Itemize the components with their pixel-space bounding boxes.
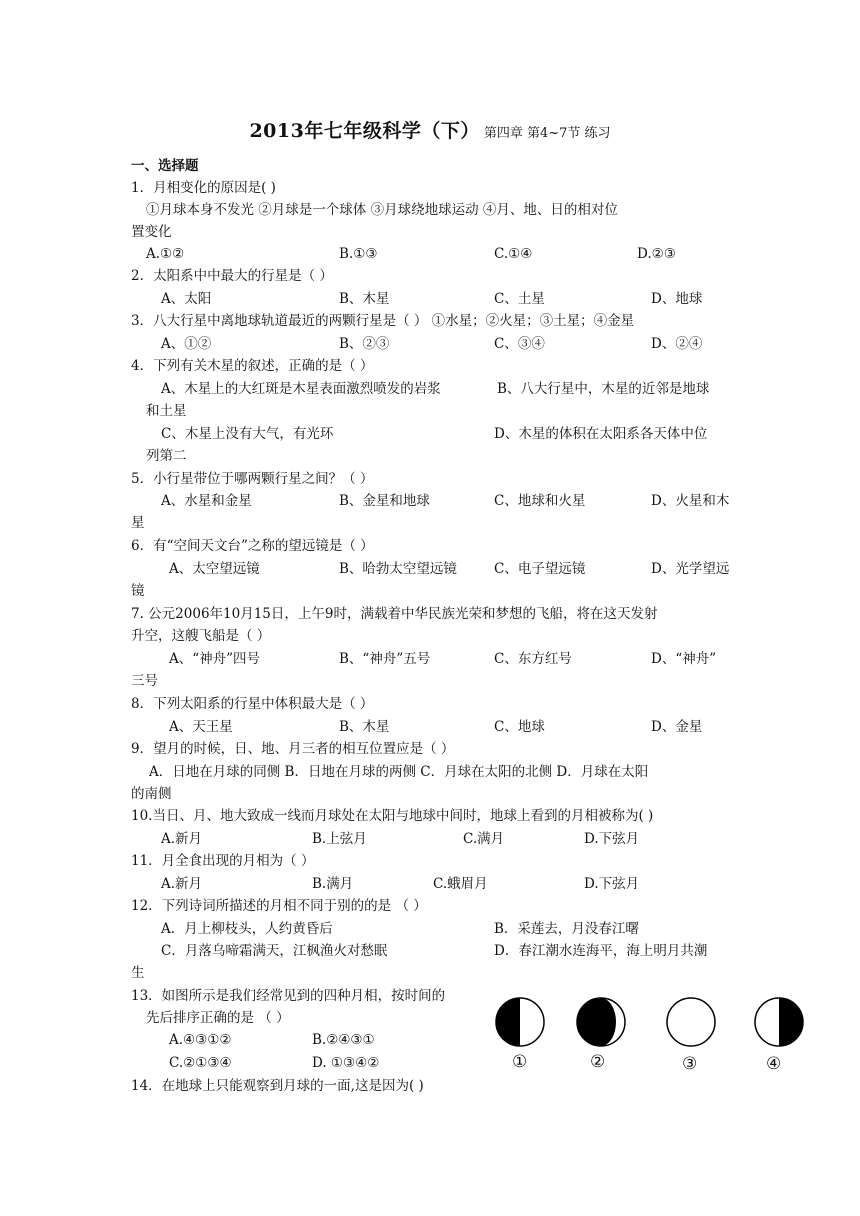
- q12-option-c: C．月落乌啼霜满天，江枫渔火对愁眠: [161, 943, 388, 959]
- q5-stem: 5．小行星带位于哪两颗行星之间？（ ）: [131, 471, 374, 487]
- q1-option-c: C.①④: [494, 246, 533, 262]
- q4-option-b: B、八大行星中，木星的近邻是地球: [497, 381, 710, 397]
- q1-option-a: A.①②: [146, 246, 185, 262]
- q7-option-c: C、东方红号: [494, 651, 572, 667]
- q13-option-c: C.②①③④: [169, 1055, 232, 1071]
- q13-option-d: D. ①③④②: [312, 1055, 380, 1071]
- q3-option-d: D、②④: [651, 336, 703, 352]
- q2-option-c: C、土星: [494, 291, 545, 307]
- title-sub: 第四章 第4~7节 练习: [483, 126, 611, 141]
- q6-option-d: D、光学望远: [651, 561, 730, 577]
- q8-option-b: B、木星: [339, 719, 390, 735]
- q5-option-c: C、地球和火星: [494, 493, 586, 509]
- moon-phase-figure: [494, 996, 814, 1076]
- q6-option-d-cont: 镜: [131, 583, 145, 599]
- q7-option-d-cont: 三号: [131, 673, 158, 689]
- moon-label-3: ③: [682, 1054, 698, 1074]
- q10-option-b: B.上弦月: [312, 831, 367, 847]
- moon-label-4: ④: [766, 1054, 782, 1074]
- q4-option-c: C、木星上没有大气，有光环: [161, 426, 334, 442]
- q6-stem: 6．有“空间天文台”之称的望远镜是（ ）: [131, 538, 374, 554]
- q13-stem-cont: 先后排序正确的是 （ ）: [146, 1010, 290, 1026]
- q3-option-a: A、①②: [161, 336, 212, 352]
- page-title: [0, 116, 860, 143]
- moon-phase-diagram: [494, 996, 814, 1052]
- q9-options-cont: 的南侧: [131, 786, 172, 802]
- q7-stem: 7. 公元2006年10月15日，上午9时，满载着中华民族光荣和梦想的飞船，将在这天发射: [131, 606, 658, 622]
- q4-option-b-cont: 和土星: [146, 403, 187, 419]
- q6-option-b: B、哈勃太空望远镜: [339, 561, 457, 577]
- q4-stem: 4．下列有关木星的叙述，正确的是（ ）: [131, 358, 374, 374]
- moon-phase-2: [577, 998, 625, 1046]
- q6-option-c: C、电子望远镜: [494, 561, 586, 577]
- q2-option-b: B、木星: [339, 291, 390, 307]
- q2-option-d: D、地球: [651, 291, 703, 307]
- q12-option-b: B．采莲去，月没春江曙: [494, 921, 639, 937]
- q5-option-a: A、水星和金星: [161, 493, 252, 509]
- q1-option-d: D.②③: [637, 246, 676, 262]
- moon-phase-1: [496, 998, 544, 1046]
- title-main: 2013年七年级科学（下）: [249, 120, 480, 142]
- moon-phase-4: [755, 998, 803, 1046]
- q8-option-d: D、金星: [651, 719, 703, 735]
- q11-stem: 11．月全食出现的月相为（ ）: [131, 853, 315, 869]
- q13-option-a: A.④③①②: [169, 1032, 232, 1048]
- q7-option-b: B、“神舟”五号: [339, 651, 431, 667]
- q1-option-b: B.①③: [339, 246, 378, 262]
- q3-stem: 3．八大行星中离地球轨道最近的两颗行星是（ ） ①水星；②火星；③土星；④金星: [131, 313, 635, 329]
- q5-option-d-cont: 星: [131, 515, 145, 531]
- q10-option-d: D.下弦月: [584, 831, 640, 847]
- q7-option-d: D、“神舟”: [651, 651, 717, 667]
- q8-stem: 8．下列太阳系的行星中体积最大是（ ）: [131, 696, 374, 712]
- q5-option-d: D、火星和木: [651, 493, 730, 509]
- q9-options: A．日地在月球的同侧 B．日地在月球的两侧 C．月球在太阳的北侧 D．月球在太阳: [149, 764, 649, 780]
- q5-option-b: B、金星和地球: [339, 493, 430, 509]
- moon-phase-3: [667, 998, 715, 1046]
- q2-option-a: A、太阳: [161, 291, 212, 307]
- q11-option-b: B.满月: [312, 876, 354, 892]
- q11-option-c: C.蛾眉月: [433, 876, 488, 892]
- q9-stem: 9．望月的时候，日、地、月三者的相互位置应是（ ）: [131, 741, 455, 757]
- q1-stem: 1．月相变化的原因是( ): [131, 180, 276, 196]
- moon-label-1: ①: [512, 1052, 528, 1072]
- q6-option-a: A、太空望远镜: [169, 561, 260, 577]
- q12-stem: 12．下列诗词所描述的月相不同于别的的是 （ ）: [131, 898, 427, 914]
- q3-option-c: C、③④: [494, 336, 545, 352]
- q1-text1: ①月球本身不发光 ②月球是一个球体 ③月球绕地球运动 ④月、地、日的相对位: [146, 202, 618, 218]
- q8-option-c: C、地球: [494, 719, 545, 735]
- q11-option-a: A.新月: [161, 876, 203, 892]
- q12-option-a: A．月上柳枝头，人约黄昏后: [161, 921, 333, 937]
- q1-text2: 置变化: [131, 224, 172, 240]
- q12-option-d-cont: 生: [131, 965, 145, 981]
- q13-stem: 13．如图所示是我们经常见到的四种月相，按时间的: [131, 988, 446, 1004]
- q10-stem: 10.当日、月、地大致成一线而月球处在太阳与地球中间时，地球上看到的月相被称为( ): [131, 808, 654, 824]
- q14-stem: 14．在地球上只能观察到月球的一面,这是因为( ): [131, 1078, 424, 1094]
- q11-option-d: D.下弦月: [584, 876, 640, 892]
- section-heading: 一、选择题: [131, 158, 199, 174]
- q4-option-d: D、木星的体积在太阳系各天体中位: [494, 426, 708, 442]
- q4-option-a: A、木星上的大红斑是木星表面激烈喷发的岩浆: [161, 381, 441, 397]
- q4-option-d-cont: 列第二: [146, 448, 187, 464]
- moon-label-2: ②: [590, 1052, 606, 1072]
- q7-option-a: A、“神舟”四号: [169, 651, 261, 667]
- q10-option-a: A.新月: [161, 831, 203, 847]
- q3-option-b: B、②③: [339, 336, 390, 352]
- q8-option-a: A、天王星: [169, 719, 233, 735]
- q7-stem-cont: 升空，这艘飞船是（ ）: [131, 628, 271, 644]
- q2-stem: 2．太阳系中中最大的行星是（ ）: [131, 268, 333, 284]
- q10-option-c: C.满月: [463, 831, 505, 847]
- q12-option-d: D．春江潮水连海平，海上明月共潮: [494, 943, 708, 959]
- q13-option-b: B.②④③①: [312, 1032, 375, 1048]
